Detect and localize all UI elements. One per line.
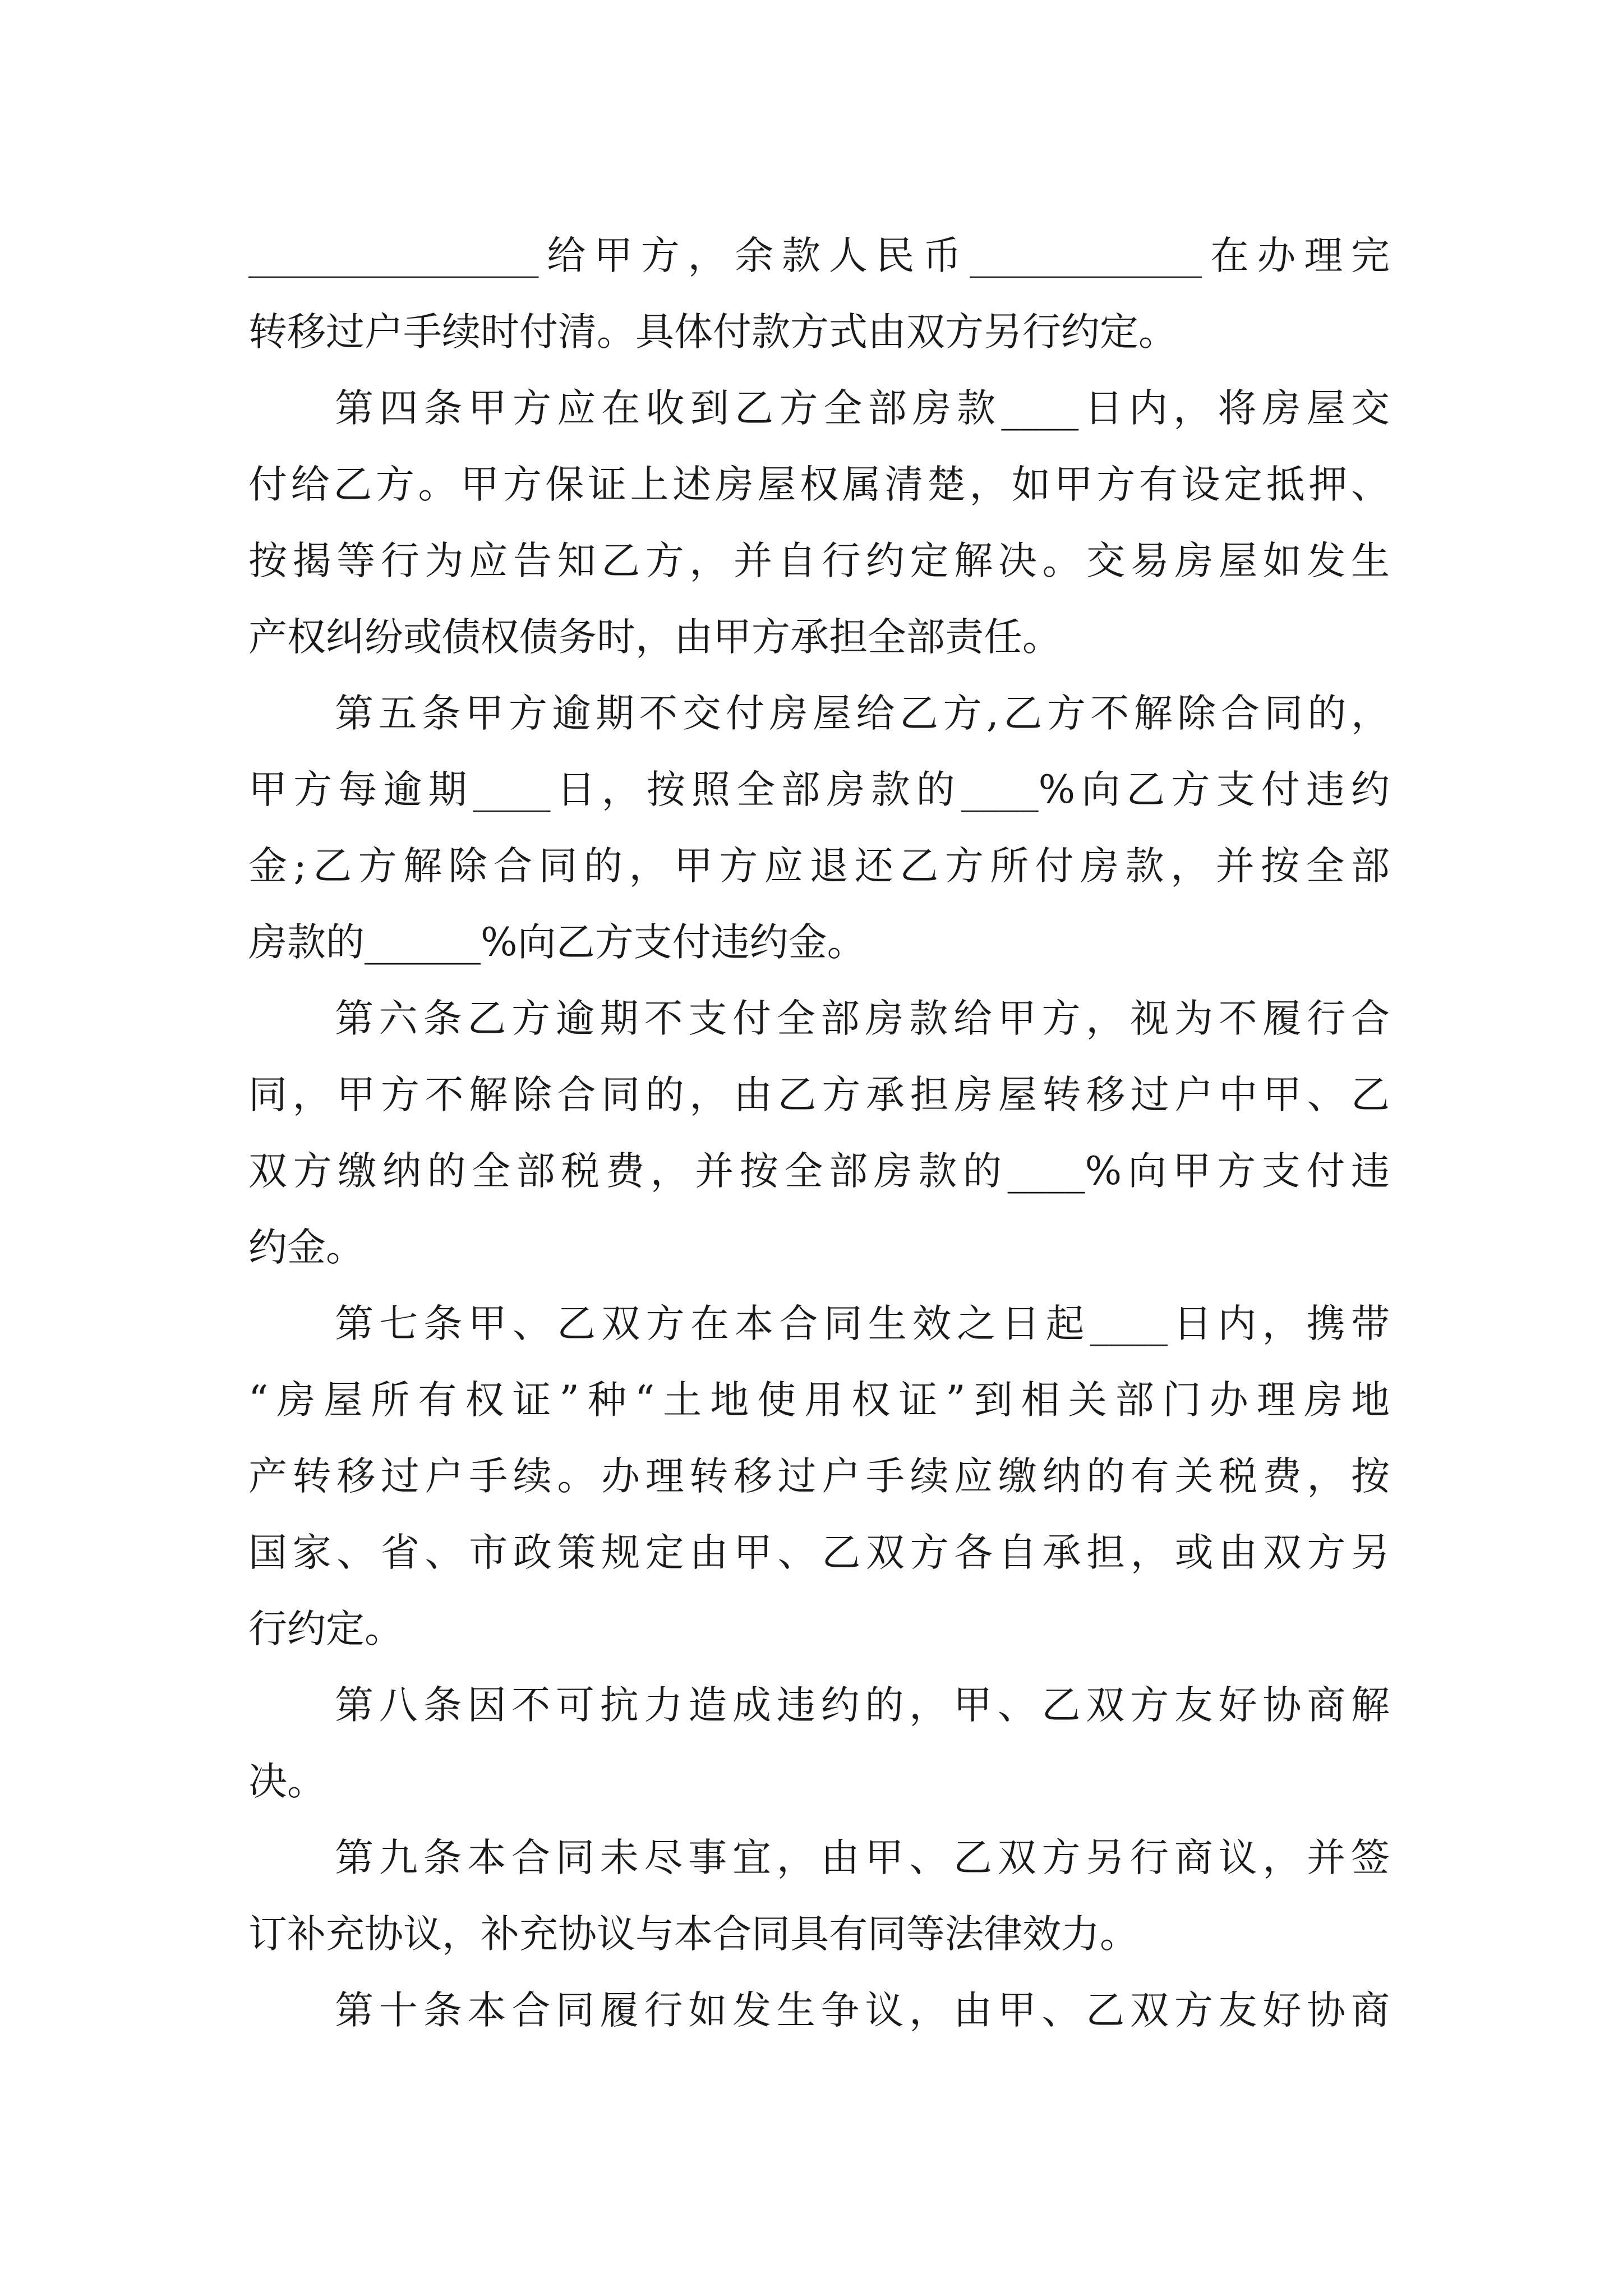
document-line: “房屋所有权证”种“土地使用权证”到相关部门办理房地: [248, 1378, 1390, 1423]
document-line: 付给乙方。甲方保证上述房屋权属清楚，如甲方有设定抵押、: [248, 462, 1390, 507]
document-line: 双方缴纳的全部税费，并按全部房款的____%向甲方支付违: [248, 1149, 1390, 1194]
document-line: 房款的______%向乙方支付违约金。: [248, 920, 866, 965]
document-line: 产转移过户手续。办理转移过户手续应缴纳的有关税费，按: [248, 1454, 1390, 1499]
document-line: 转移过户手续时付清。具体付款方式由双方另行约定。: [248, 310, 1177, 355]
document-line: 订补充协议，补充协议与本合同具有同等法律效力。: [248, 1912, 1138, 1957]
document-line: 行约定。: [248, 1607, 403, 1651]
document-line: 第十条本合同履行如发生争议，由甲、乙双方友好协商: [335, 1988, 1390, 2033]
document-line: 第五条甲方逾期不交付房屋给乙方,乙方不解除合同的，: [335, 691, 1390, 736]
document-line: 同，甲方不解除合同的，由乙方承担房屋转移过户中甲、乙: [248, 1073, 1390, 1117]
document-line: 第四条甲方应在收到乙方全部房款____日内，将房屋交: [335, 386, 1390, 431]
document-line: 甲方每逾期____日，按照全部房款的____%向乙方支付违约: [248, 767, 1390, 812]
document-line: 金;乙方解除合同的，甲方应退还乙方所付房款，并按全部: [248, 844, 1390, 889]
contract-text-body: [248, 218, 1390, 2049]
document-line: 第八条因不可抗力造成违约的，甲、乙双方友好协商解: [335, 1683, 1390, 1728]
document-line: 决。: [248, 1759, 326, 1804]
document-line: 第六条乙方逾期不支付全部房款给甲方，视为不履行合: [335, 996, 1390, 1041]
document-line: 第七条甲、乙双方在本合同生效之日起____日内，携带: [335, 1301, 1390, 1346]
document-line: 国家、省、市政策规定由甲、乙双方各自承担，或由双方另: [248, 1530, 1390, 1575]
document-line: 第九条本合同未尽事宜，由甲、乙双方另行商议，并签: [335, 1835, 1390, 1880]
document-line: _______________给甲方，余款人民币____________在办理完: [248, 233, 1390, 278]
document-line: 产权纠纷或债权债务时，由甲方承担全部责任。: [248, 615, 1061, 660]
document-line: 按揭等行为应告知乙方，并自行约定解决。交易房屋如发生: [248, 539, 1390, 583]
document-line: 约金。: [248, 1225, 365, 1270]
